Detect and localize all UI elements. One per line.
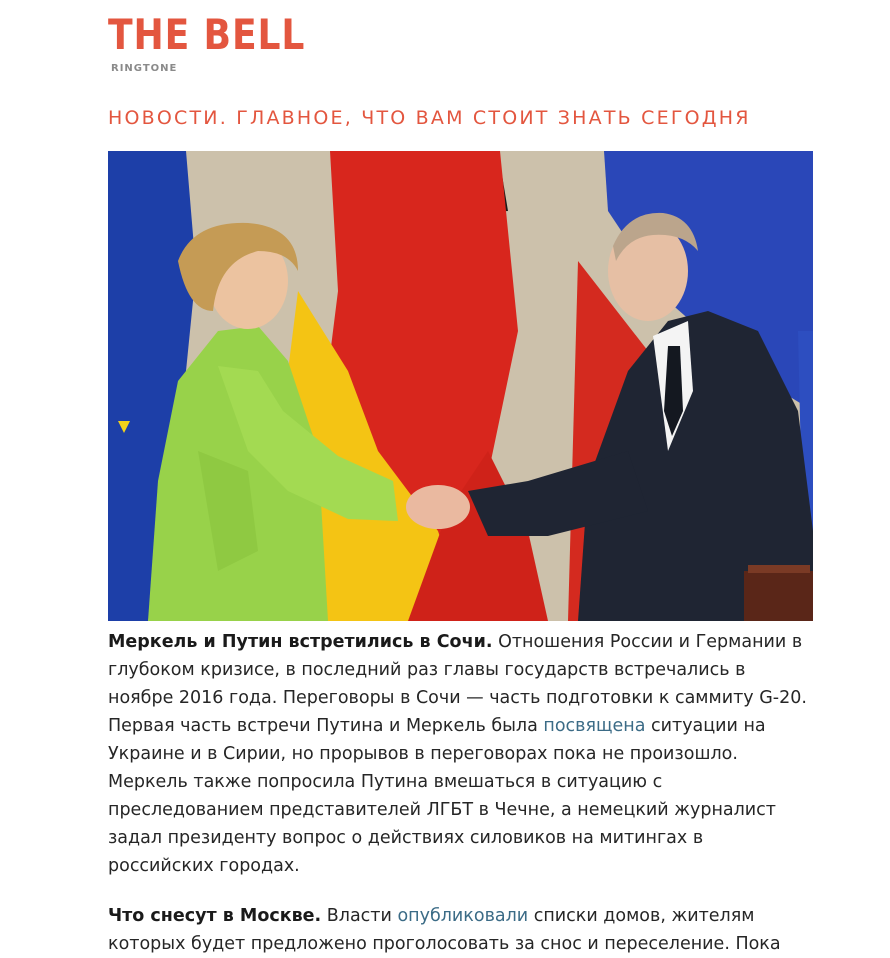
article-text: Власти (321, 906, 398, 926)
podium (744, 571, 813, 621)
article-link[interactable]: опубликовали (397, 906, 529, 926)
article-text: списки домов, жителям которых будет предложено проголосовать за снос и переселение. Пока (108, 906, 781, 954)
article-merkel-putin (108, 628, 813, 880)
article-link[interactable]: посвящена (543, 716, 646, 736)
article-lead: Меркель и Путин встретились в Сочи. (108, 632, 493, 652)
article-text: Отношения России и Германии в глубоком кризисе, в последний раз главы государств встречались в ноябре 2016 года. Переговоры в Сочи — часть подготовки к саммиту G-20. Первая часть встречи Путина и Меркель была (108, 632, 807, 736)
section-heading: НОВОСТИ. ГЛАВНОЕ, ЧТО ВАМ СТОИТ ЗНАТЬ СЕГОДНЯ (108, 107, 751, 129)
article-moscow-demolition (108, 902, 813, 958)
article-text: ситуации на Украине и в Сирии, но прорывов в переговорах пока не произошло. Меркель также попросила Путина вмешаться в ситуацию с преследованием представителей ЛГБТ в Чечне, а немецкий журналист задал президенту вопрос о действиях силовиков на митингах в российских городах. (108, 716, 776, 876)
handshake (406, 485, 470, 529)
brand-logo[interactable]: THE BELL (108, 10, 306, 59)
article-photo (108, 151, 813, 621)
brand-sublabel: RINGTONE (111, 63, 178, 74)
article-lead: Что снесут в Москве. (108, 906, 322, 926)
